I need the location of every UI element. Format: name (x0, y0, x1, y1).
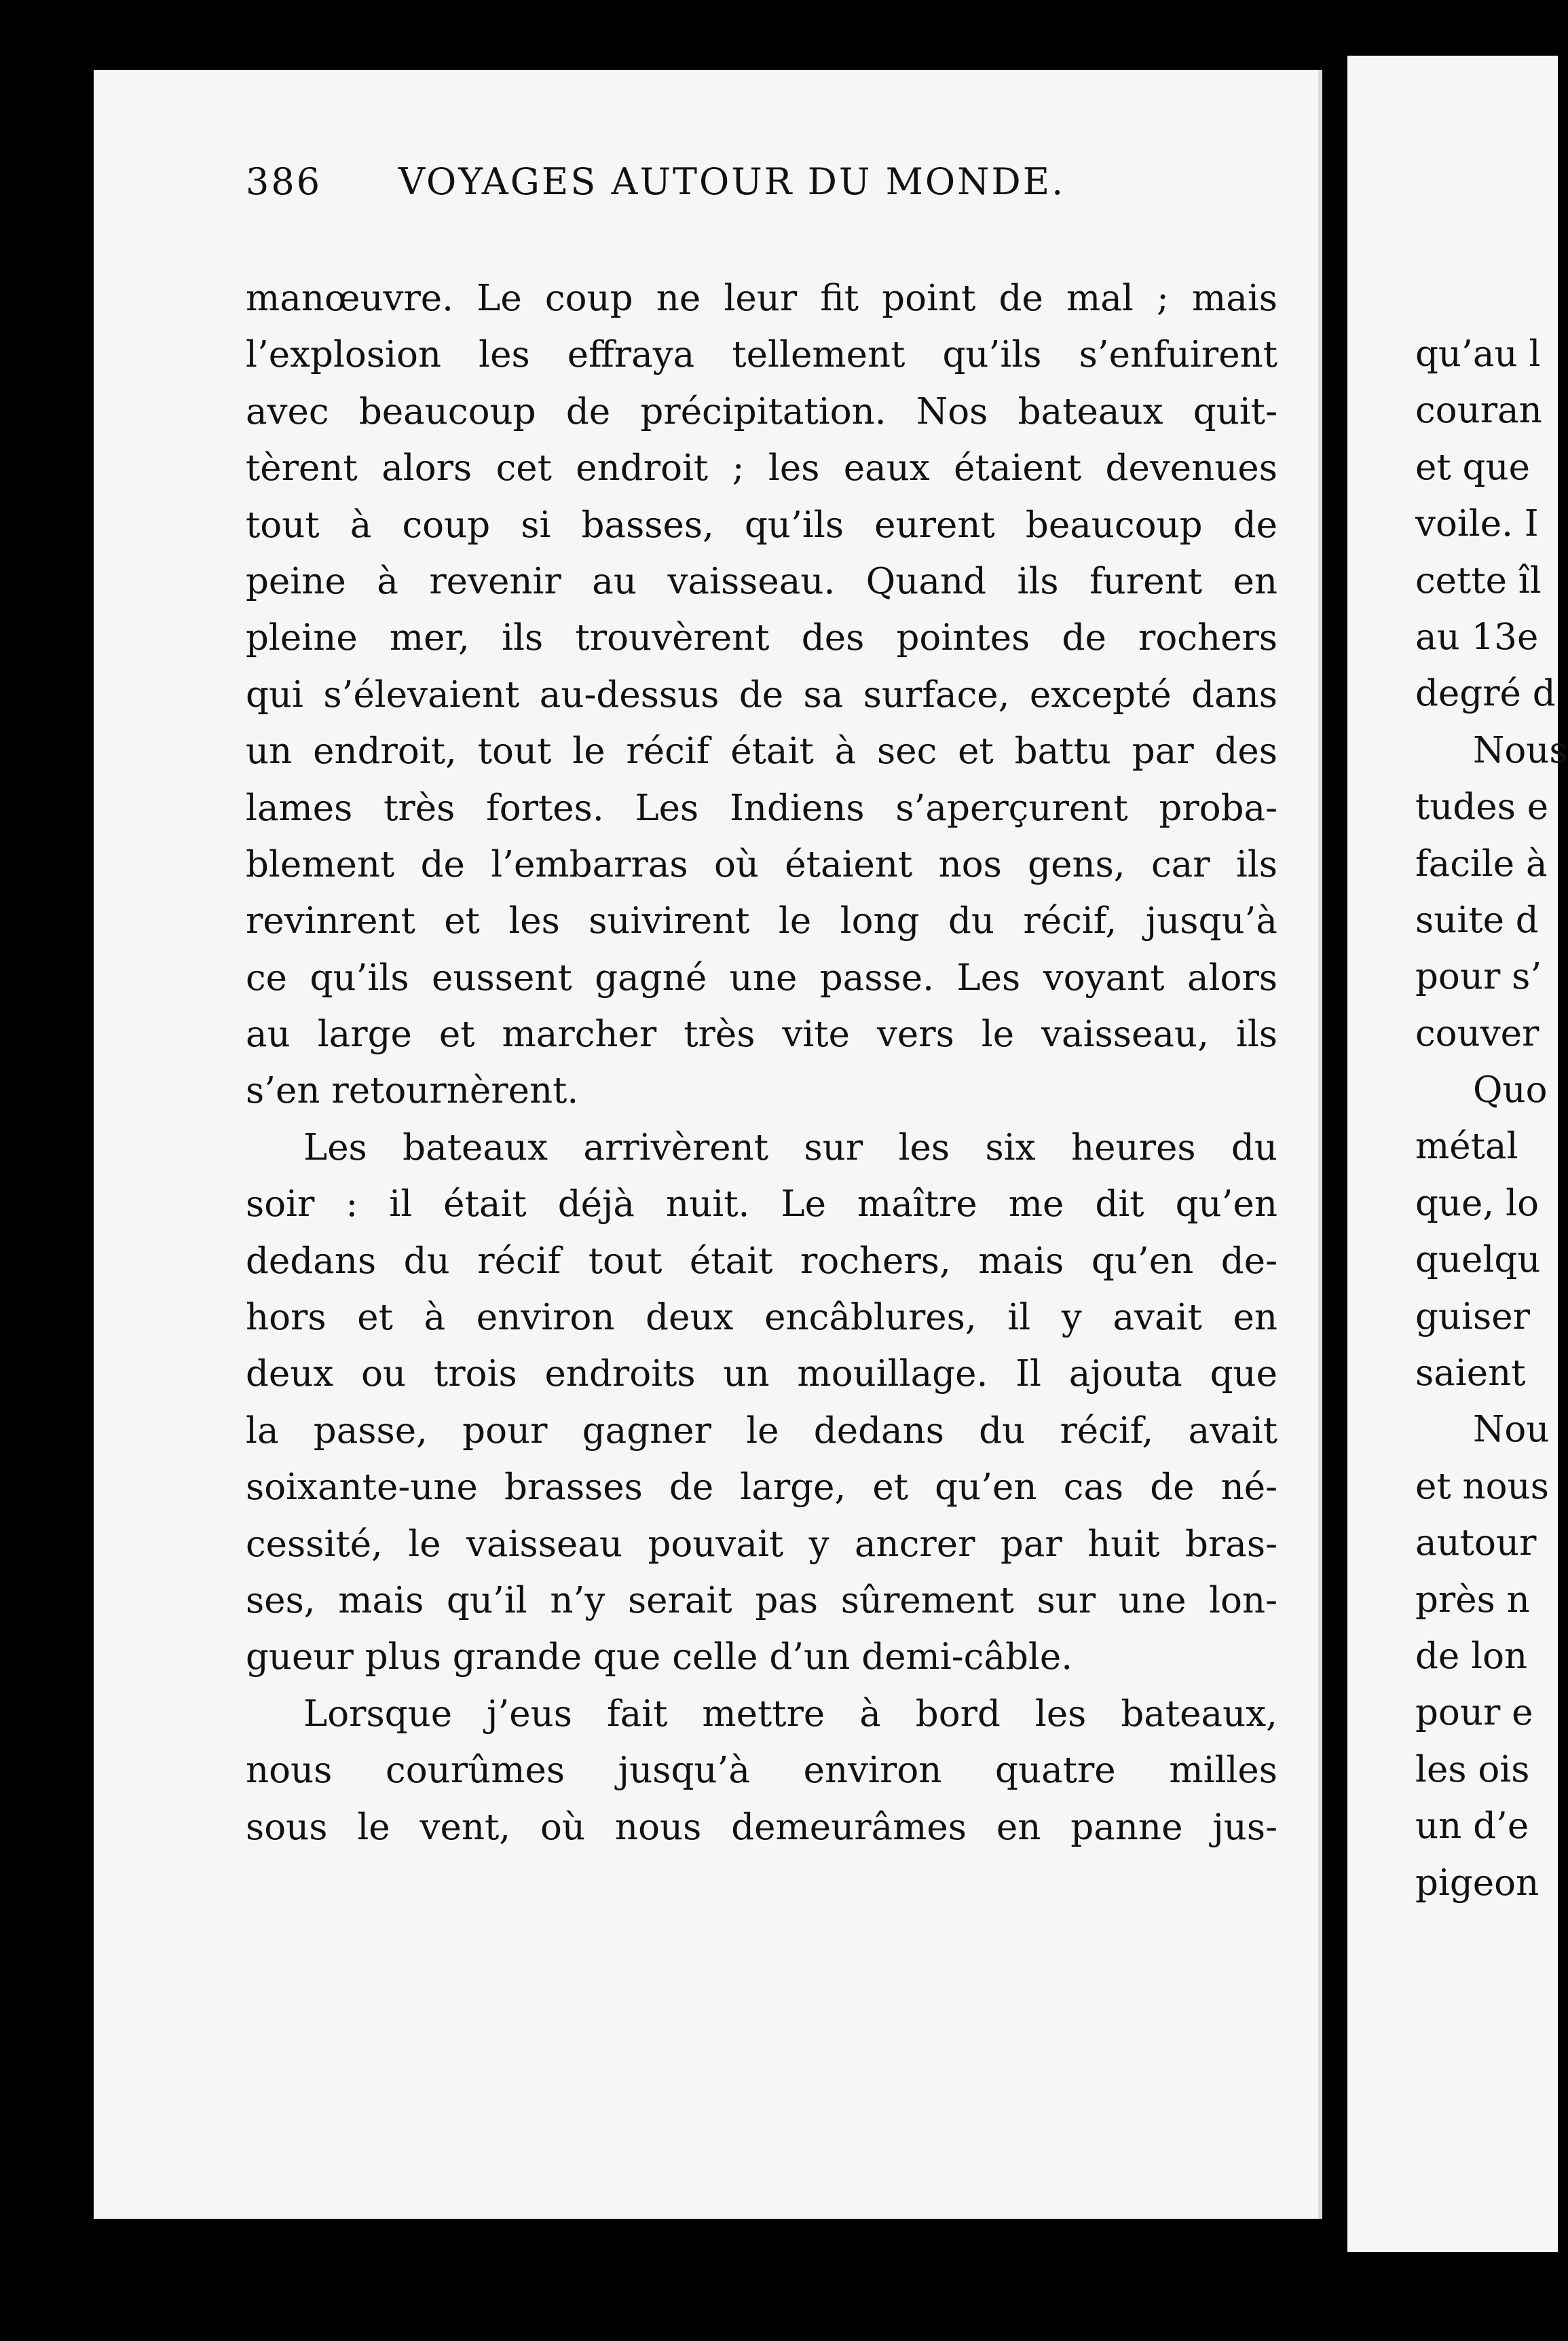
text-line: un d’e (1415, 1805, 1529, 1847)
text-line: deux ou trois endroits un mouillage. Il ajouta que (246, 1353, 1277, 1395)
text-line: lames très fortes. Les Indiens s’aperçurent proba- (246, 787, 1277, 829)
text-line: degré d (1415, 673, 1556, 715)
text-line: gueur plus grande que celle d’un demi-câble. (246, 1636, 1073, 1678)
text-line: pour s’ (1415, 956, 1542, 998)
page-number: 386 (246, 160, 322, 203)
text-line: cette îl (1415, 559, 1542, 602)
text-line: couver (1415, 1012, 1539, 1054)
text-line: guiser (1415, 1295, 1530, 1338)
text-line: soir : il était déjà nuit. Le maître me dit qu’en (246, 1183, 1277, 1225)
text-line: ce qu’ils eussent gagné une passe. Les voyant alors (246, 957, 1277, 999)
text-line: qui s’élevaient au-dessus de sa surface, excepté dans (246, 674, 1277, 716)
text-line: voile. I (1415, 503, 1539, 545)
text-line: Nous (1473, 729, 1568, 771)
text-line: tèrent alors cet endroit ; les eaux étaient devenues (246, 447, 1277, 490)
text-line: près n (1415, 1579, 1530, 1621)
text-line: pour e (1415, 1692, 1533, 1734)
text-line: qu’au l (1415, 333, 1541, 375)
text-line: facile à (1415, 843, 1548, 885)
text-line: Les bateaux arrivèrent sur les six heures du (303, 1126, 1277, 1168)
text-line: et nous (1415, 1465, 1549, 1507)
text-line: ses, mais qu’il n’y serait pas sûrement sur une lon- (246, 1579, 1277, 1621)
text-line: manœuvre. Le coup ne leur fit point de mal ; mais (246, 278, 1277, 319)
text-line: suite d (1415, 899, 1539, 941)
text-line: métal (1415, 1126, 1518, 1168)
text-line: saient (1415, 1352, 1526, 1395)
text-line: autour (1415, 1522, 1537, 1564)
text-line: revinrent et les suivirent le long du récif, jusqu’à (246, 900, 1277, 942)
text-line: de lon (1415, 1635, 1528, 1677)
text-line: blement de l’embarras où étaient nos gens, car ils (246, 843, 1277, 885)
text-line: et que (1415, 446, 1530, 488)
text-line: avec beaucoup de précipitation. Nos bateaux quit- (246, 390, 1277, 432)
text-line: couran (1415, 390, 1542, 432)
right-page (1347, 56, 1568, 2252)
text-line: nous courûmes jusqu’à environ quatre milles (246, 1750, 1277, 1792)
text-line: quelqu (1415, 1239, 1541, 1281)
text-line: tout à coup si basses, qu’ils eurent beaucoup de (246, 504, 1277, 546)
text-line: au large et marcher très vite vers le vaisseau, ils (246, 1014, 1277, 1056)
body-text (246, 270, 1277, 1856)
text-line: au 13e (1415, 616, 1539, 658)
text-line: tudes e (1415, 786, 1549, 828)
text-line: pleine mer, ils trouvèrent des pointes de rochers (246, 617, 1277, 659)
text-line: Lorsque j’eus fait mettre à bord les bateaux, (303, 1693, 1277, 1735)
text-line: s’en retournèrent. (246, 1070, 579, 1112)
text-line: Nou (1473, 1409, 1550, 1451)
right-page-text (1415, 326, 1568, 1911)
text-line: un endroit, tout le récif était à sec et battu par des (246, 731, 1277, 773)
running-title: VOYAGES AUTOUR DU MONDE. (398, 160, 1066, 203)
text-line: Quo (1473, 1069, 1548, 1111)
text-line: cessité, le vaisseau pouvait y ancrer par huit bras- (246, 1523, 1277, 1565)
text-line: hors et à environ deux encâblures, il y avait en (246, 1297, 1277, 1339)
text-line: sous le vent, où nous demeurâmes en panne jus- (246, 1806, 1277, 1848)
text-line: peine à revenir au vaisseau. Quand ils furent en (246, 560, 1277, 602)
text-line: l’explosion les effraya tellement qu’ils s’enfuirent (246, 334, 1277, 376)
text-line: les ois (1415, 1748, 1530, 1790)
running-head (246, 141, 1142, 223)
text-line: dedans du récif tout était rochers, mais qu’en de- (246, 1240, 1277, 1282)
text-line: la passe, pour gagner le dedans du récif, avait (246, 1409, 1277, 1452)
text-line: que, lo (1415, 1182, 1539, 1224)
text-line: soixante-une brasses de large, et qu’en cas de né- (246, 1467, 1277, 1509)
text-line: pigeon (1415, 1862, 1539, 1904)
